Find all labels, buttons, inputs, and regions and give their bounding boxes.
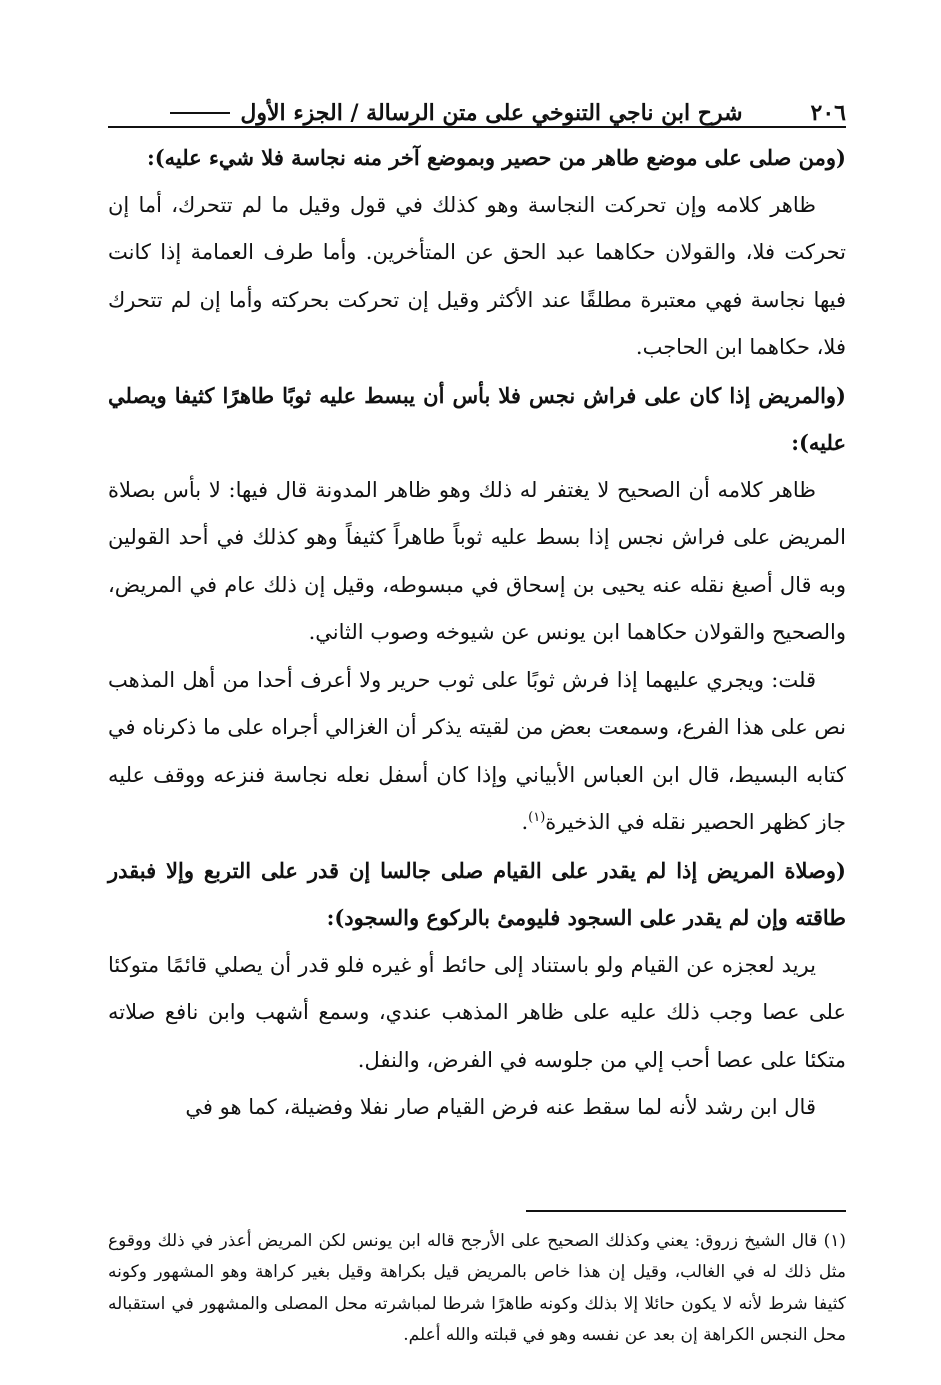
header-rule	[170, 112, 230, 114]
matn-heading: (ومن صلى على موضع طاهر من حصير وبموضع آخر منه نجاسة فلا شيء عليه):	[146, 145, 846, 170]
running-header	[108, 88, 846, 128]
footnote-reference[interactable]: (١)	[528, 810, 546, 825]
commentary-paragraph: قال ابن رشد لأنه لما سقط عنه فرض القيام صار نفلا وفضيلة، كما هو في	[185, 1095, 816, 1119]
commentary-paragraph: قلت: ويجري عليهما إذا فرش ثوبًا على ثوب حرير ولا أعرف أحدا من أهل المذهب نص على هذا الفرع، وسمعت بعض من لقيته يذكر أن الغزالي أجراه على ما ذكرناه في كتابه البسيط، قال ابن العباس الأبياني وإذا كان أسفل نعله نجاسة فنزعه ووقف عليه جاز كظهر الحصير نقله في الذخيرة$^{(١)}$.	[108, 667, 846, 834]
main-text	[108, 134, 846, 1132]
footnote-paragraph	[108, 1226, 846, 1352]
commentary-text: قلت: ويجري عليهما إذا فرش ثوبًا على ثوب حرير ولا أعرف أحدا من أهل المذهب نص على هذا الفرع، وسمعت بعض من لقيته يذكر أن الغزالي أجراه على ما ذكرناه في كتابه البسيط، قال ابن العباس الأبياني وإذا كان أسفل نعله نجاسة فنزعه ووقف عليه جاز كظهر الحصير نقله في الذخيرة	[108, 667, 846, 834]
footnote-text: قال الشيخ زروق: يعني وكذلك الصحيح على الأرجح قاله ابن يونس لكن المريض أعذر في ذلك ووقوع مثل ذلك له في الغالب، وقيل إن هذا خاص بالمريض قيل بكراهة وقيل بغير كراهة وهو المشهور وكونه كثيفا شرط لأنه لا يكون حائلا إلا بذلك وكونه طاهرًا شرطا لمباشرته محل المصلى والمشهور في استقباله محل النجس الكراهة إن بعد عن نفسه وهو في قبلته والله أعلم.	[108, 1230, 846, 1345]
commentary-paragraph: يريد لعجزه عن القيام ولو باستناد إلى حائط أو غيره فلو قدر أن يصلي قائمًا متوكئا على عصا وجب ذلك عليه على ظاهر المذهب عندي، وسمع أشهب وابن نافع صلاته متكئا على عصا أحب إلي من جلوسه في الفرض، والنفل.	[108, 952, 846, 1072]
commentary-paragraph: ظاهر كلامه وإن تحركت النجاسة وهو كذلك في قول وقيل ما لم تتحرك، أما إن تحركت فلا، والقولان حكاهما عبد الحق عن المتأخرين. وأما طرف العمامة إذا كانت فيها نجاسة فهي معتبرة مطلقًا عند الأكثر وقيل إن تحركت بحركته وأما إن لم تتحرك فلا، حكاهما ابن الحاجب.	[108, 192, 846, 359]
footnote-separator	[526, 1210, 846, 1212]
commentary-paragraph: ظاهر كلامه أن الصحيح لا يغتفر له ذلك وهو ظاهر المدونة قال فيها: لا بأس بصلاة المريض على فراش نجس إذا بسط عليه ثوباً طاهراً كثيفاً وهو كذلك في أحد القولين وبه قال أصبغ نقله عنه يحيى بن إسحاق في مبسوطه، وقيل إن ذلك عام في المريض، والصحيح والقولان حكاهما ابن يونس عن شيوخه وصوب الثاني.	[108, 477, 846, 644]
running-title: شرح ابن ناجي التنوخي على متن الرسالة / الجزء الأول	[240, 99, 743, 126]
page-number: ٢٠٦	[810, 99, 846, 126]
matn-heading: (وصلاة المريض إذا لم يقدر على القيام صلى جالسا إن قدر على التربع وإلا فبقدر طاقته وإن لم يقدر على السجود فليومئ بالركوع والسجود):	[108, 857, 846, 930]
footnote-marker: (١)	[823, 1230, 847, 1251]
matn-heading: (والمريض إذا كان على فراش نجس فلا بأس أن يبسط عليه ثوبًا طاهرًا كثيفا ويصلي عليه):	[108, 382, 846, 455]
footnote	[108, 1226, 846, 1352]
